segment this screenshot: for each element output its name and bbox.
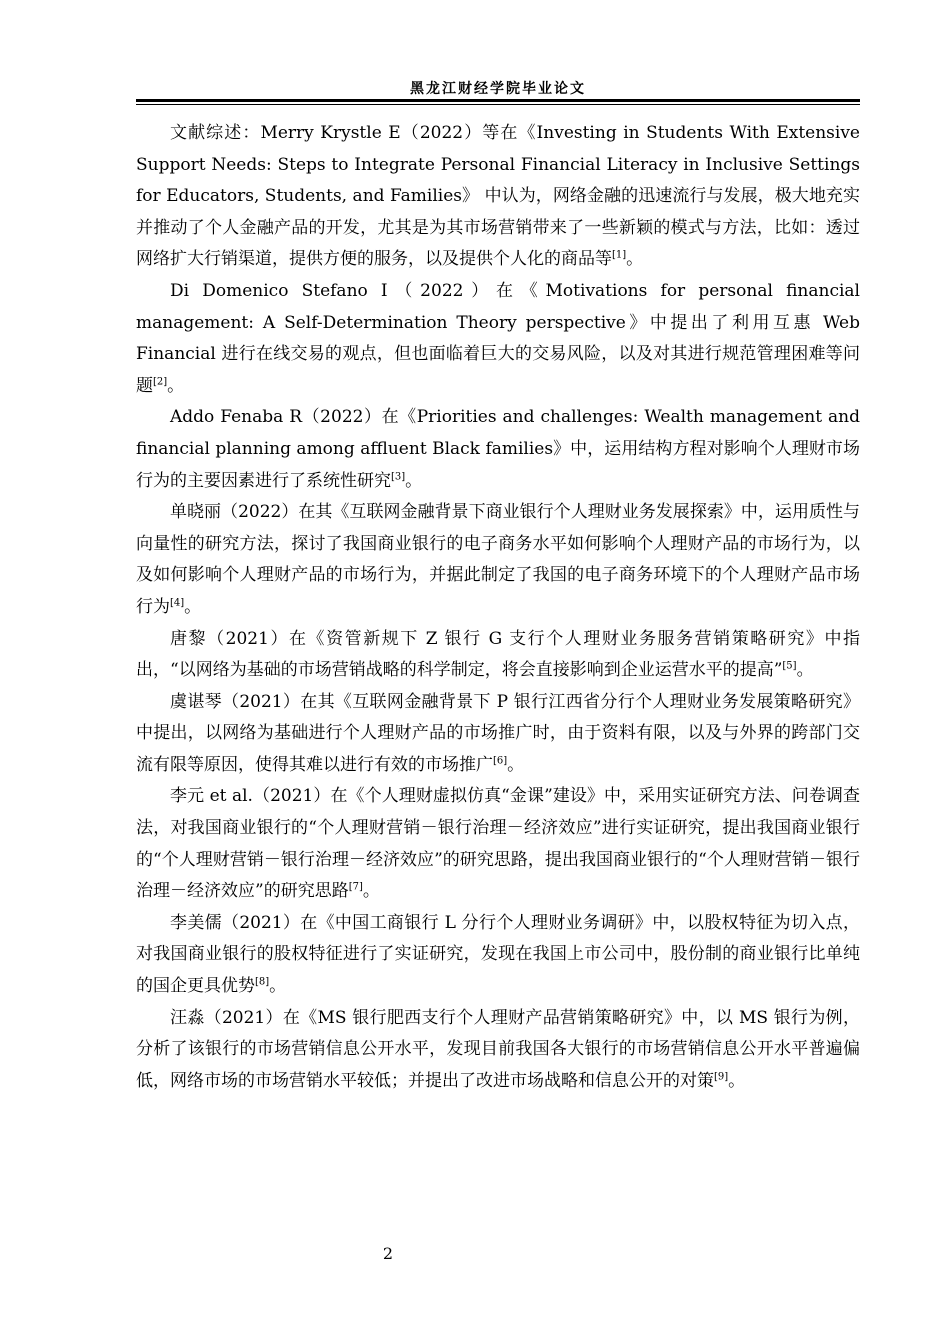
citation-ref: [2]	[153, 376, 168, 388]
paragraph-end: 。	[796, 660, 814, 681]
paragraph-end: 。	[269, 976, 287, 997]
citation-ref: [9]	[714, 1071, 729, 1083]
paragraph-3	[136, 402, 860, 497]
paragraph-6	[136, 687, 860, 782]
paragraph-end: 。	[167, 375, 185, 396]
paragraph-text: 唐黎（2021）在《资管新规下 Z 银行 G 支行个人理财业务服务营销策略研究》中指出，“以网络为基础的市场营销战略的科学制定，将会直接影响到企业运营水平的提高”	[136, 628, 860, 681]
paragraph-end: 。	[626, 249, 644, 270]
paragraph-text: Addo Fenaba R（2022）在《Priorities and challenges: Wealth management and financial planning among affluent Black families》中，运用结构方程对影响个人理财市场行为的主要因素进行了系统性研究	[136, 407, 860, 491]
header-rule-thick	[136, 99, 860, 102]
paragraph-end: 。	[728, 1070, 746, 1091]
paragraph-text: 虞谌琴（2021）在其《互联网金融背景下 P 银行江西省分行个人理财业务发展策略研究》中提出，以网络为基础进行个人理财产品的市场推广时，由于资料有限，以及与外界的跨部门交流有限等原因，使得其难以进行有效的市场推广	[136, 691, 860, 775]
citation-ref: [8]	[255, 976, 270, 988]
paragraph-7	[136, 781, 860, 907]
paragraph-4	[136, 497, 860, 623]
paragraph-2	[136, 276, 860, 402]
paragraph-end: 。	[362, 881, 380, 902]
paragraph-text: 李美儒（2021）在《中国工商银行 L 分行个人理财业务调研》中，以股权特征为切入点，对我国商业银行的股权特征进行了实证研究，发现在我国上市公司中，股份制的商业银行比单纯的国企更具优势	[136, 912, 860, 997]
literature-review-body	[136, 118, 860, 1097]
paragraph-9	[136, 1003, 860, 1098]
paragraph-text: 李元 et al.（2021）在《个人理财虚拟仿真“金课”建设》中，采用实证研究方法、问卷调查法，对我国商业银行的“个人理财营销－银行治理－经济效应”进行实证研究，提出我国商业银行的“个人理财营销－银行治理－经济效应”的研究思路，提出我国商业银行的“个人理财营销－银行治理－经济效应”的研究思路	[136, 786, 860, 902]
paragraph-end: 。	[507, 754, 525, 775]
paragraph-text: 单晓丽（2022）在其《互联网金融背景下商业银行个人理财业务发展探索》中，运用质性与向量性的研究方法，探讨了我国商业银行的电子商务水平如何影响个人理财产品的市场行为，以及如何影响个人理财产品的市场行为，并据此制定了我国的电子商务环境下的个人理财产品市场行为	[136, 502, 860, 617]
citation-ref: [7]	[348, 881, 363, 893]
paragraph-text: Di Domenico Stefano I（2022）在《Motivations for personal financial management: A Self-Determination Theory perspective》中提出了利用互惠 Web Financial 进行在线交易的观点，但也面临着巨大的交易风险，以及对其进行规范管理困难等问题	[136, 280, 860, 396]
paragraph-end: 。	[184, 596, 202, 617]
page-header-title: 黑龙江财经学院毕业论文	[410, 81, 586, 97]
citation-ref: [6]	[493, 755, 508, 767]
page-number: 2	[382, 1244, 394, 1263]
paragraph-5	[136, 624, 860, 687]
paragraph-end: 。	[405, 470, 423, 491]
paragraph-text: 文献综述：Merry Krystle E（2022）等在《Investing in Students With Extensive Support Needs: Steps to Integrate Personal Financial Literacy in Inclusive Settings for Educators, Students, and Families》 中认为，网络金融的迅速流行与发展，极大地充实并推动了个人金融产品的开发，尤其是为其市场营销带来了一些新颖的模式与方法，比如：透过网络扩大行销渠道，提供方便的服务，以及提供个人化的商品等	[136, 123, 860, 270]
paragraph-8	[136, 908, 860, 1003]
citation-ref: [4]	[170, 597, 185, 609]
header-rule-thin	[136, 104, 860, 105]
citation-ref: [1]	[612, 249, 627, 261]
citation-ref: [5]	[782, 660, 797, 672]
citation-ref: [3]	[391, 470, 406, 482]
paragraph-1	[136, 118, 860, 276]
paragraph-text: 汪淼（2021）在《MS 银行肥西支行个人理财产品营销策略研究》中，以 MS 银行为例，分析了该银行的市场营销信息公开水平，发现目前我国各大银行的市场营销信息公开水平普遍偏低，网络市场的市场营销水平较低；并提出了改进市场战略和信息公开的对策	[136, 1007, 860, 1091]
